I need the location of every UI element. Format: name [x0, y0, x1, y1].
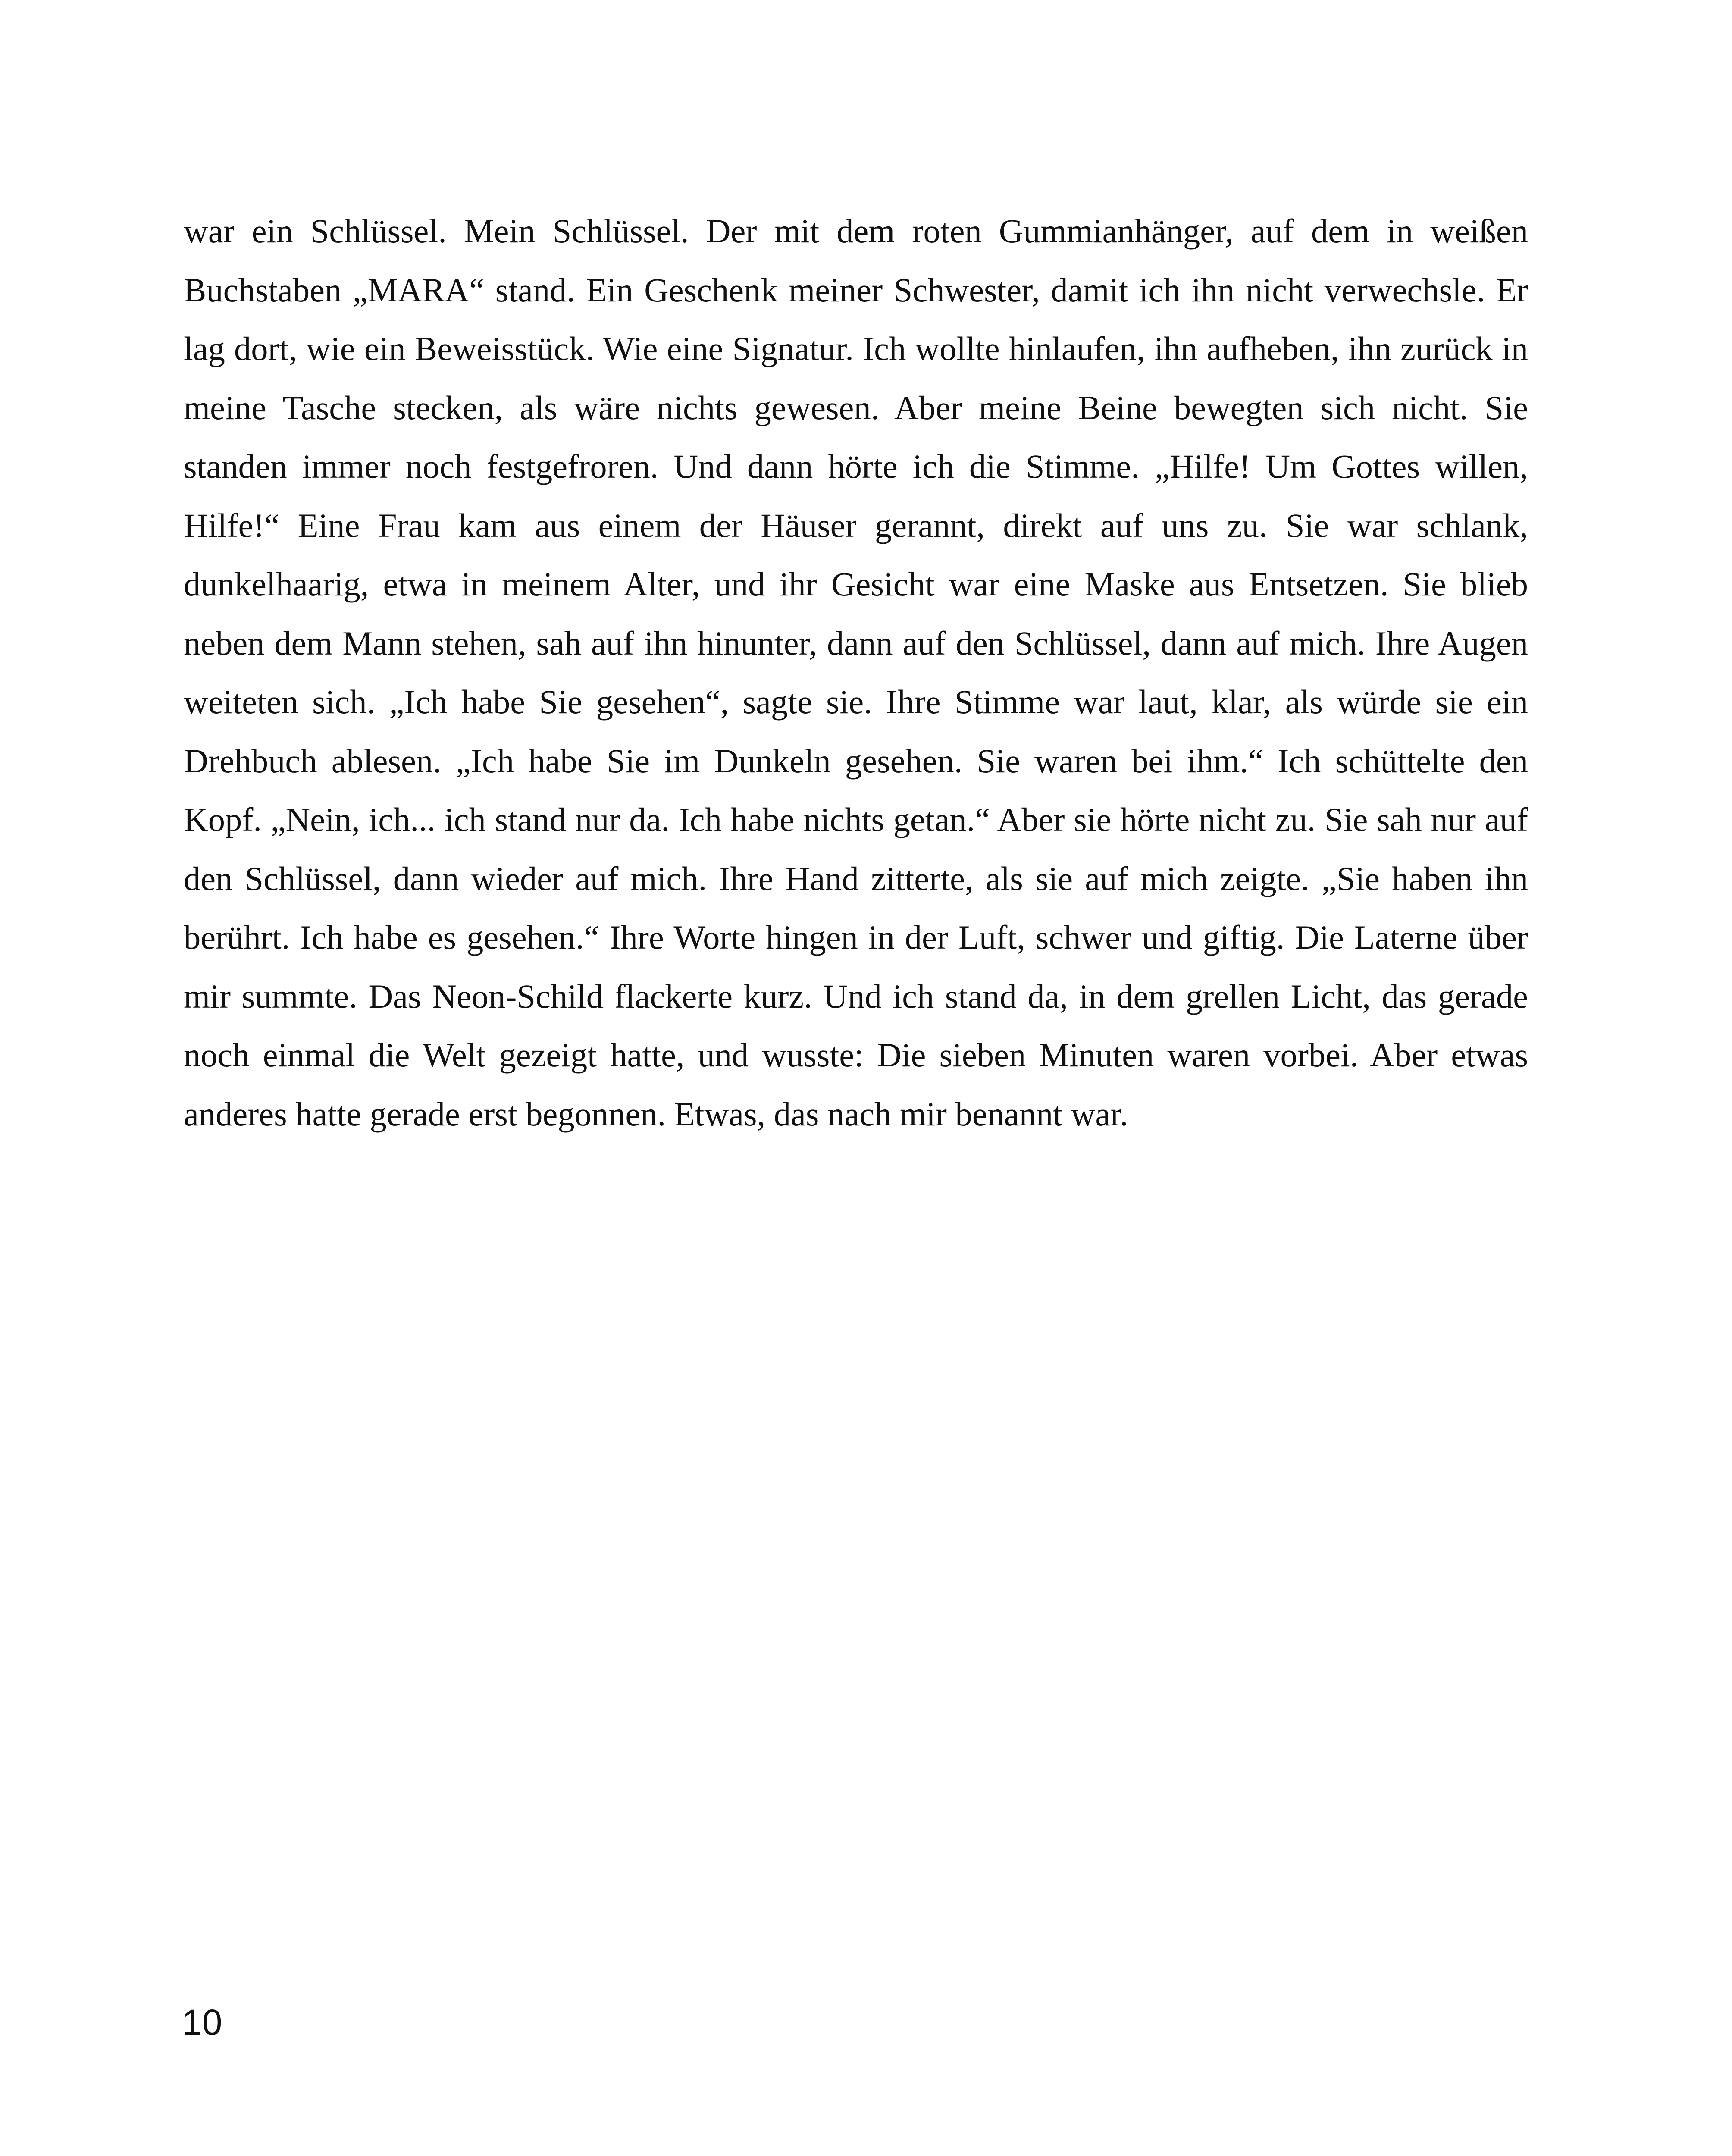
body-paragraph: war ein Schlüssel. Mein Schlüssel. Der mit dem roten Gummianhänger, auf dem in weißen Buchstaben „MARA“ stand. Ein Geschenk meiner Schwester, damit ich ihn nicht verwechsle. Er lag dort, wie ein Beweisstück. Wie eine Signatur. Ich wollte hinlaufen, ihn aufheben, ihn zurück in meine Tasche stecken, als wäre nichts gewesen. Aber meine Beine bewegten sich nicht. Sie standen immer noch festgefroren. Und dann hörte ich die Stimme. „Hilfe! Um Gottes willen, Hilfe!“ Eine Frau kam aus einem der Häuser gerannt, direkt auf uns zu. Sie war schlank, dunkelhaarig, etwa in meinem Alter, und ihr Gesicht war eine Maske aus Entsetzen. Sie blieb neben dem Mann stehen, sah auf ihn hinunter, dann auf den Schlüssel, dann auf mich. Ihre Augen weiteten sich. „Ich habe Sie gesehen“, sagte sie. Ihre Stimme war laut, klar, als würde sie ein Drehbuch ablesen. „Ich habe Sie im Dunkeln gesehen. Sie waren bei ihm.“ Ich schüttelte den Kopf. „Nein, ich... ich stand nur da. Ich habe nichts getan.“ Aber sie hörte nicht zu. Sie sah nur auf den Schlüssel, dann wieder auf mich. Ihre Hand zitterte, als sie auf mich zeigte. „Sie haben ihn berührt. Ich habe es gesehen.“ Ihre Worte hingen in der Luft, schwer und giftig. Die Laterne über mir summte. Das Neon-Schild flackerte kurz. Und ich stand da, in dem grellen Licht, das gerade noch einmal die Welt gezeigt hatte, und wusste: Die sieben Minuten waren vorbei. Aber etwas anderes hatte gerade erst begonnen. Etwas, das nach mir benannt war. [184, 212, 1528, 1133]
page-number: 10 [182, 2002, 222, 2043]
